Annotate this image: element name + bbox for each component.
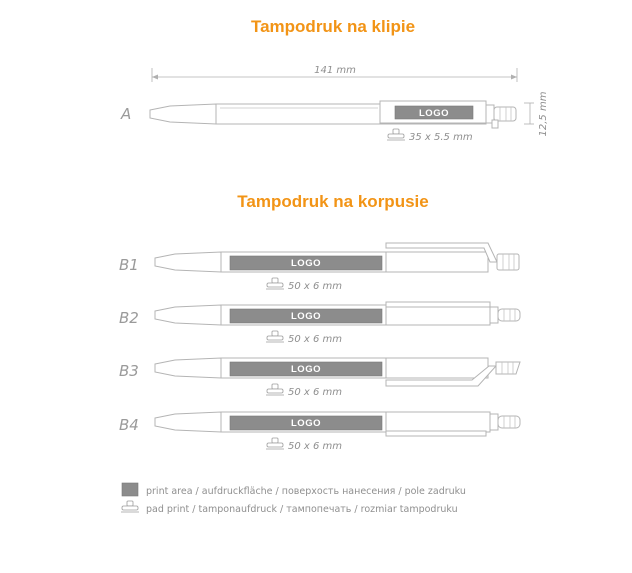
clip-area-label: 35 x 5.5 mm xyxy=(409,132,473,143)
legend-print-area-swatch xyxy=(122,483,138,496)
b4-pad-print-icon xyxy=(266,438,284,449)
clip-section-title: Tampodruk na klipie xyxy=(250,17,416,36)
body-section-title: Tampodruk na korpusie xyxy=(237,192,429,211)
b3-area-label: 50 x 6 mm xyxy=(288,387,343,398)
legend xyxy=(121,483,466,515)
legend-pad-print-text: pad print / tamponaufdruck / тампопечать / rozmiar tampodruku xyxy=(146,504,458,515)
b1-area-label: 50 x 6 mm xyxy=(288,281,343,292)
b4-logo-label: LOGO xyxy=(291,418,321,429)
b3-pad-print-icon xyxy=(266,384,284,395)
variant-a-label: A xyxy=(121,105,132,123)
diameter-label: 12,5 mm xyxy=(538,91,549,137)
b1-pad-print-icon xyxy=(266,278,284,289)
length-dimension xyxy=(152,65,517,82)
diameter-dimension xyxy=(524,91,549,136)
variant-b1-label: B1 xyxy=(119,256,139,274)
length-label: 141 mm xyxy=(314,65,356,76)
clip-logo-label: LOGO xyxy=(419,108,449,119)
clip-pad-print-icon xyxy=(387,129,405,140)
variant-b2-label: B2 xyxy=(119,309,139,327)
legend-print-area-text: print area / aufdruckfläche / поверхость нанесения / pole zadruku xyxy=(146,486,466,497)
legend-pad-print-icon xyxy=(121,501,139,512)
b1-logo-label: LOGO xyxy=(291,258,321,269)
b3-logo-label: LOGO xyxy=(291,364,321,375)
variant-b3-label: B3 xyxy=(119,362,139,380)
b2-area-label: 50 x 6 mm xyxy=(288,334,343,345)
b4-area-label: 50 x 6 mm xyxy=(288,441,343,452)
b2-pad-print-icon xyxy=(266,331,284,342)
variant-b4-label: B4 xyxy=(119,416,139,434)
b2-logo-label: LOGO xyxy=(291,311,321,322)
